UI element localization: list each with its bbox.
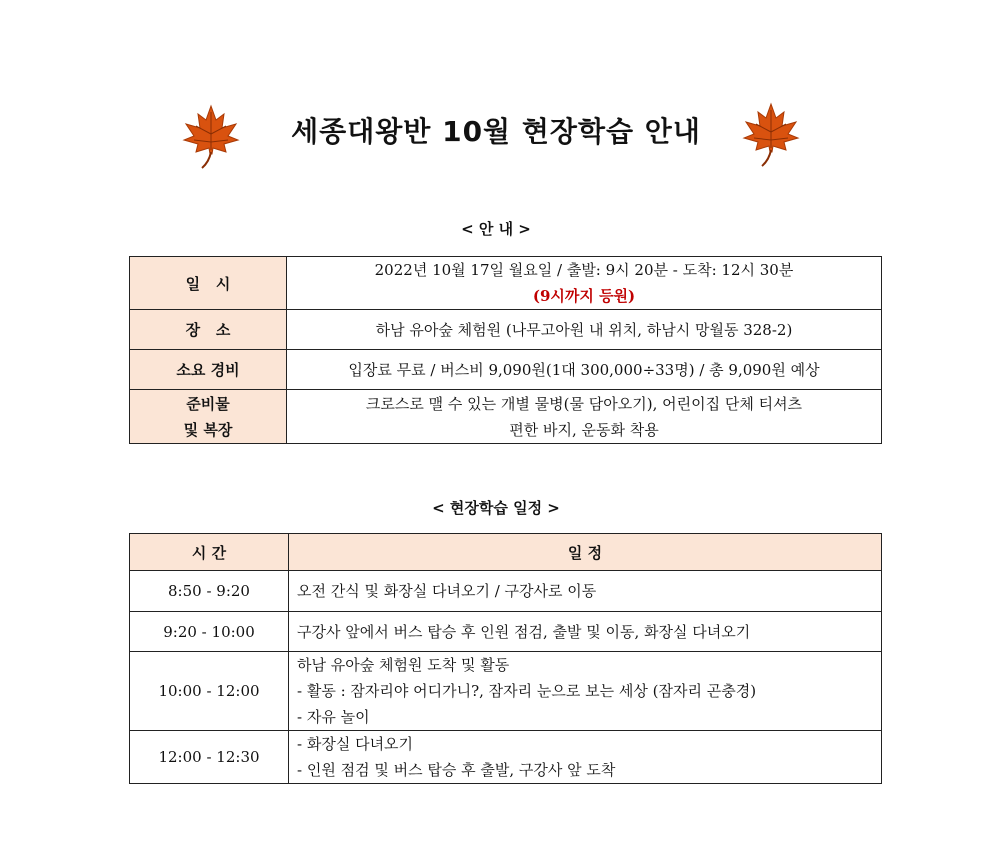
prep-value-line1: 크로스로 맬 수 있는 개별 물병(물 담아오기), 어린이집 단체 티셔츠 xyxy=(365,394,803,413)
info-row-prep xyxy=(130,390,882,444)
plan-cell xyxy=(289,652,882,731)
cost-value: 입장료 무료 / 버스비 9,090원(1대 300,000÷33명) / 총 9,090원 예상 xyxy=(287,350,882,390)
plan-line: 구강사 앞에서 버스 탑승 후 인원 점검, 출발 및 이동, 화장실 다녀오기 xyxy=(297,622,751,641)
info-row-date xyxy=(130,257,882,310)
plan-line: - 자유 놀이 xyxy=(297,708,370,726)
plan-line: - 인원 점검 및 버스 탑승 후 출발, 구강사 앞 도착 xyxy=(297,761,616,779)
prep-label xyxy=(130,390,287,444)
info-section-title: < 안 내 > xyxy=(461,220,531,238)
time-cell: 9:20 - 10:00 xyxy=(130,612,289,652)
arrival-note: (9시까지 등원) xyxy=(532,287,636,305)
info-row-place xyxy=(130,310,882,350)
table-row xyxy=(130,731,882,784)
header-plan: 일 정 xyxy=(289,534,882,571)
header-time: 시 간 xyxy=(130,534,289,571)
plan-line: 하남 유아숲 체험원 도착 및 활동 xyxy=(297,656,510,674)
table-row xyxy=(130,652,882,731)
date-label: 일 시 xyxy=(130,257,287,310)
date-value xyxy=(287,257,882,310)
page-title: 세종대왕반 10월 현장학습 안내 xyxy=(291,115,701,148)
prep-value xyxy=(287,390,882,444)
prep-value-line2: 편한 바지, 운동화 착용 xyxy=(509,420,659,439)
time-cell: 8:50 - 9:20 xyxy=(130,571,289,612)
plan-cell xyxy=(289,731,882,784)
date-text: 2022년 10월 17일 월요일 / 출발: 9시 20분 - 도착: 12시 30분 xyxy=(374,261,794,279)
plan-cell xyxy=(289,612,882,652)
plan-cell xyxy=(289,571,882,612)
schedule-header-row xyxy=(130,534,882,571)
table-row xyxy=(130,612,882,652)
plan-line: - 화장실 다녀오기 xyxy=(297,735,414,753)
cost-label: 소요 경비 xyxy=(130,350,287,390)
info-row-cost xyxy=(130,350,882,390)
plan-line: - 활동 : 잠자리야 어디가니?, 잠자리 눈으로 보는 세상 (잠자리 곤충경) xyxy=(297,682,757,700)
plan-line: 오전 간식 및 화장실 다녀오기 / 구강사로 이동 xyxy=(297,582,597,600)
prep-label-line2: 및 복장 xyxy=(183,420,233,439)
place-value: 하남 유아숲 체험원 (나무고아원 내 위치, 하남시 망월동 328-2) xyxy=(287,310,882,350)
schedule-table xyxy=(129,533,882,784)
place-label: 장 소 xyxy=(130,310,287,350)
time-cell: 12:00 - 12:30 xyxy=(130,731,289,784)
prep-label-line1: 준비물 xyxy=(186,394,230,413)
schedule-section-title: < 현장학습 일정 > xyxy=(432,499,560,517)
table-row xyxy=(130,571,882,612)
time-cell: 10:00 - 12:00 xyxy=(130,652,289,731)
info-table xyxy=(129,256,882,444)
